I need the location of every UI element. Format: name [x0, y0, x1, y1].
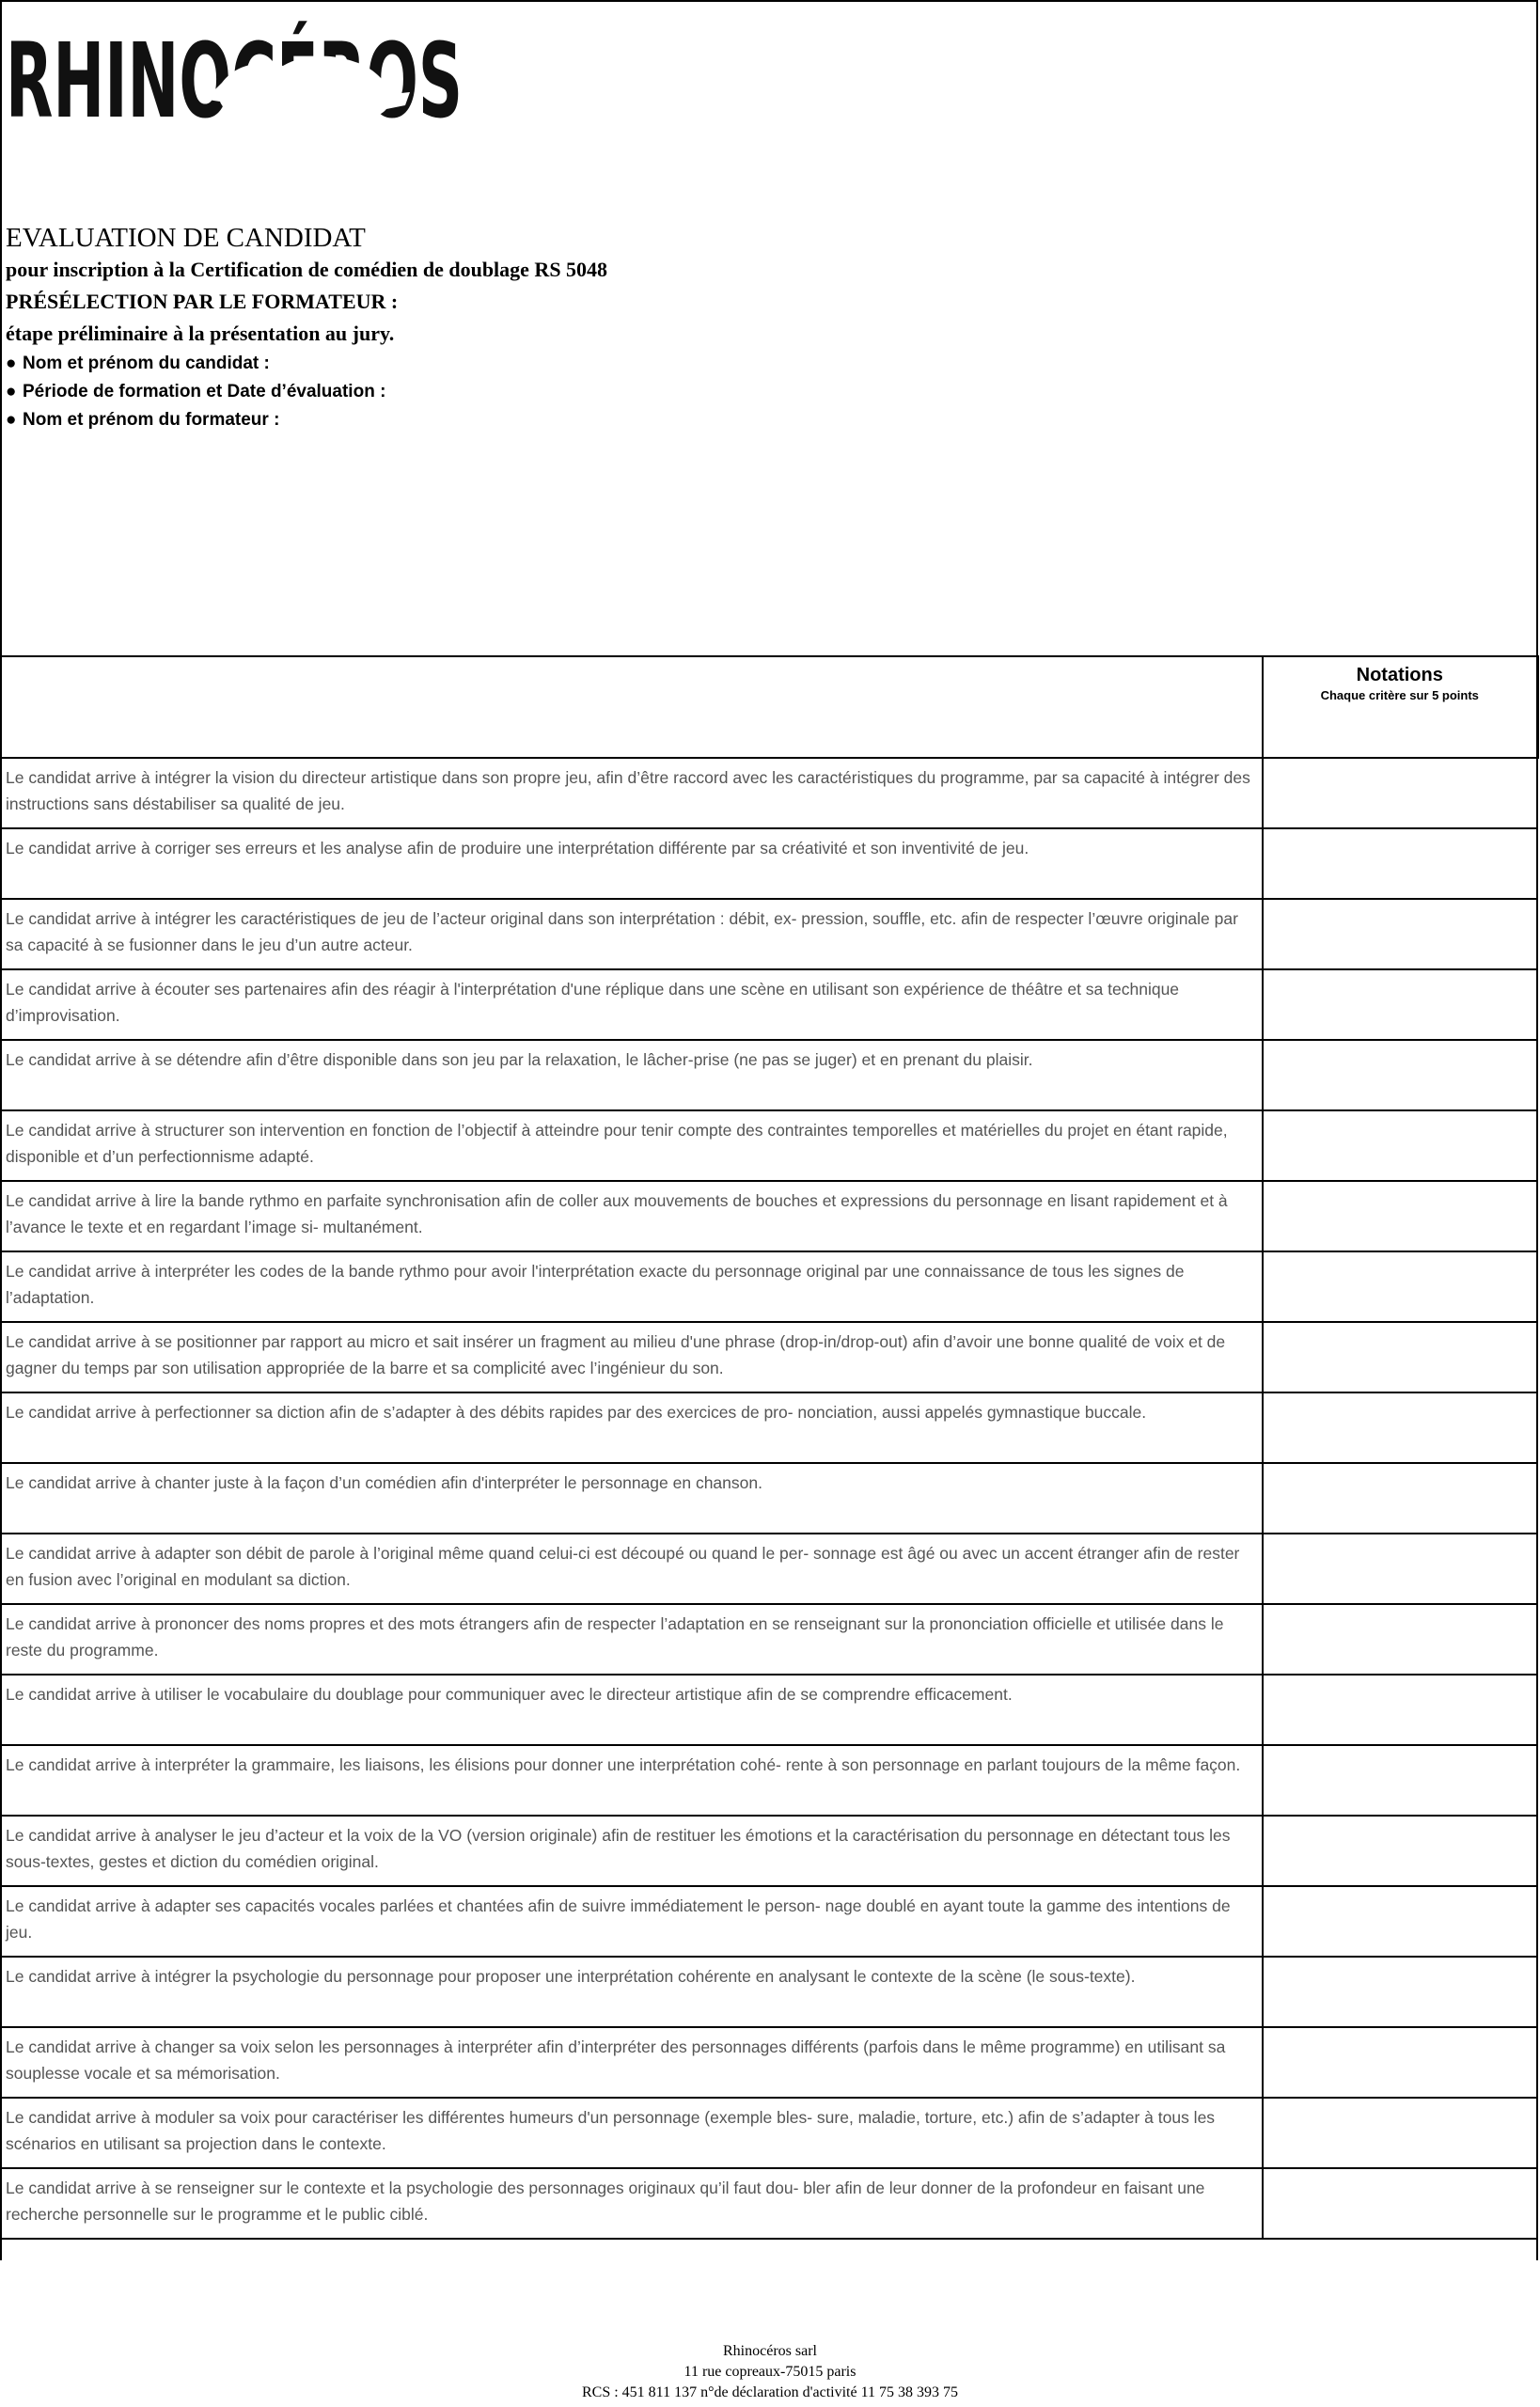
bullet-icon: ●	[6, 410, 17, 430]
criterion-cell	[1, 899, 1263, 969]
criterion-text: Le candidat arrive à analyser le jeu d’acteur et la voix de la VO (version originale) afin de restituer les émotions et la caractérisation du personnage en détectant tous les sous-textes, gestes et diction du comédien original.	[6, 1826, 1231, 1871]
criterion-cell	[1, 1110, 1263, 1181]
field-training-period	[6, 378, 946, 406]
footer-company: Rhinocéros sarl	[723, 2343, 817, 2359]
bullet-icon: ●	[6, 354, 17, 373]
table-row	[1, 1322, 1537, 1392]
field-candidate-name	[6, 350, 946, 378]
criterion-text: Le candidat arrive à lire la bande rythmo en parfaite synchronisation afin de coller aux mouvements de bouches et expressions du personnage en lisant rapidement et à l’avance le texte et en regardant l’image si- multanément.	[6, 1191, 1228, 1236]
criterion-text: Le candidat arrive à prononcer des noms propres et des mots étrangers afin de respecter l’adaptation en se renseignant sur la prononciation officielle et utilisée dans le reste du programme.	[6, 1614, 1224, 1660]
table-row	[1, 1110, 1537, 1181]
score-cell[interactable]	[1263, 1322, 1537, 1392]
table-row	[1, 1463, 1537, 1534]
subtitle-preliminary: étape préliminaire à la présentation au jury.	[6, 322, 395, 345]
score-cell[interactable]	[1263, 2027, 1537, 2098]
notations-header-cell	[1263, 656, 1537, 758]
notations-subtitle: Chaque critère sur 5 points	[1320, 688, 1479, 702]
criterion-text: Le candidat arrive à interpréter la grammaire, les liaisons, les élisions pour donner une interprétation cohé- rente à son personnage en parlant toujours de la même façon.	[6, 1755, 1241, 1774]
criterion-cell	[1, 1745, 1263, 1816]
criterion-cell	[1, 1251, 1263, 1322]
criterion-cell	[1, 1392, 1263, 1463]
score-cell[interactable]	[1263, 1181, 1537, 1251]
table-row	[1, 2027, 1537, 2098]
criterion-cell	[1, 758, 1263, 828]
table-row	[1, 1886, 1537, 1957]
field-trainer-name	[6, 406, 946, 434]
score-cell[interactable]	[1263, 899, 1537, 969]
criterion-text: Le candidat arrive à se détendre afin d’être disponible dans son jeu par la relaxation, le lâcher-prise (ne pas se juger) et en prenant du plaisir.	[6, 1050, 1033, 1069]
criterion-cell	[1, 2168, 1263, 2239]
score-cell[interactable]	[1263, 1604, 1537, 1675]
criterion-cell	[1, 2027, 1263, 2098]
criterion-cell	[1, 2098, 1263, 2168]
table-row	[1, 1181, 1537, 1251]
criterion-text: Le candidat arrive à chanter juste à la façon d’un comédien afin d'interpréter le personnage en chanson.	[6, 1473, 762, 1492]
score-cell[interactable]	[1263, 1251, 1537, 1322]
table-row	[1, 969, 1537, 1040]
table-row	[1, 828, 1537, 899]
criterion-cell	[1, 1463, 1263, 1534]
criterion-text: Le candidat arrive à structurer son intervention en fonction de l’objectif à atteindre pour tenir compte des contraintes temporelles et matérielles du projet en étant rapide, disponible et d’un perfectionnisme adapté.	[6, 1121, 1228, 1166]
page-title: EVALUATION DE CANDIDAT	[6, 223, 366, 253]
field-label: Période de formation et Date d’évaluation :	[23, 382, 386, 401]
criterion-cell	[1, 1675, 1263, 1745]
score-cell[interactable]	[1263, 1957, 1537, 2027]
criterion-cell	[1, 828, 1263, 899]
field-label: Nom et prénom du candidat :	[23, 354, 270, 373]
criterion-text: Le candidat arrive à utiliser le vocabulaire du doublage pour communiquer avec le directeur artistique afin de se comprendre efficacement.	[6, 1685, 1013, 1704]
table-row	[1, 1392, 1537, 1463]
score-cell[interactable]	[1263, 2098, 1537, 2168]
score-cell[interactable]	[1263, 1745, 1537, 1816]
score-cell[interactable]	[1263, 1675, 1537, 1745]
criterion-cell	[1, 1534, 1263, 1604]
criterion-text: Le candidat arrive à moduler sa voix pour caractériser les différentes humeurs d'un personnage (exemple bles- sure, maladie, torture, etc.) afin de s’adapter à tous les scénarios en utilisant sa projection dans le contexte.	[6, 2108, 1216, 2153]
table-row	[1, 1675, 1537, 1745]
bullet-icon: ●	[6, 382, 17, 401]
table-row	[1, 758, 1537, 828]
score-cell[interactable]	[1263, 828, 1537, 899]
subtitle-certification: pour inscription à la Certification de comédien de doublage RS 5048	[6, 258, 608, 281]
criterion-cell	[1, 1886, 1263, 1957]
table-row	[1, 1604, 1537, 1675]
criterion-text: Le candidat arrive à se positionner par rapport au micro et sait insérer un fragment au milieu d'une phrase (drop-in/drop-out) afin d’avoir une bonne qualité de voix et de gagner du temps par son utilisation appropriée de la barre et sa complicité avec l’ingénieur du son.	[6, 1332, 1226, 1377]
criterion-text: Le candidat arrive à écouter ses partenaires afin des réagir à l'interprétation d'une réplique dans une scène en utilisant son expérience de théâtre et sa technique d’improvisation.	[6, 980, 1180, 1025]
field-label: Nom et prénom du formateur :	[23, 410, 280, 430]
svg-text:RHINOCÉROS: RHINOCÉROS	[6, 21, 774, 141]
table-row	[1, 1816, 1537, 1886]
table-row	[1, 899, 1537, 969]
rhinoceros-logo	[6, 21, 774, 141]
criterion-text: Le candidat arrive à changer sa voix selon les personnages à interpréter afin d’interpréter des personnages différents (parfois dans le même programme) en utilisant sa souplesse vocale et sa mémorisation.	[6, 2037, 1226, 2083]
score-cell[interactable]	[1263, 1816, 1537, 1886]
criterion-text: Le candidat arrive à interpréter les codes de la bande rythmo pour avoir l'interprétation exacte du personnage original par une connaissance de tous les signes de l’adaptation.	[6, 1262, 1185, 1307]
score-cell[interactable]	[1263, 1110, 1537, 1181]
criterion-text: Le candidat arrive à perfectionner sa diction afin de s’adapter à des débits rapides par des exercices de pro- nonciation, aussi appelés gymnastique buccale.	[6, 1403, 1147, 1422]
notations-title: Notations	[1356, 665, 1443, 685]
table-row	[1, 2098, 1537, 2168]
criterion-cell	[1, 1957, 1263, 2027]
subtitle-preselection: PRÉSÉLECTION PAR LE FORMATEUR :	[6, 290, 399, 313]
score-cell[interactable]	[1263, 1463, 1537, 1534]
score-cell[interactable]	[1263, 758, 1537, 828]
criterion-text: Le candidat arrive à intégrer les caractéristiques de jeu de l’acteur original dans son interprétation : débit, ex- pression, souffle, etc. afin de respecter l’œuvre originale par sa capacité à se fusionner dans le jeu d’un autre acteur.	[6, 909, 1238, 954]
score-cell[interactable]	[1263, 1534, 1537, 1604]
criterion-cell	[1, 969, 1263, 1040]
score-cell[interactable]	[1263, 1040, 1537, 1110]
table-row	[1, 1957, 1537, 2027]
header-block	[6, 222, 946, 434]
criterion-cell	[1, 1816, 1263, 1886]
criterion-text: Le candidat arrive à intégrer la vision du directeur artistique dans son propre jeu, afin d’être raccord avec les caractéristiques du programme, par sa capacité à intégrer des instructions sans déstabiliser sa qualité de jeu.	[6, 768, 1250, 813]
score-cell[interactable]	[1263, 2168, 1537, 2239]
evaluation-table	[0, 655, 1539, 2240]
table-header-row	[1, 656, 1537, 758]
score-cell[interactable]	[1263, 1392, 1537, 1463]
table-row	[1, 2168, 1537, 2239]
criteria-header-cell	[1, 656, 1263, 758]
table-row	[1, 1040, 1537, 1110]
criterion-cell	[1, 1604, 1263, 1675]
criterion-text: Le candidat arrive à corriger ses erreurs et les analyse afin de produire une interprétation différente par sa créativité et son inventivité de jeu.	[6, 839, 1029, 857]
criterion-text: Le candidat arrive à intégrer la psychologie du personnage pour proposer une interprétation cohérente en analysant le contexte de la scène (le sous-texte).	[6, 1967, 1136, 1986]
criterion-cell	[1, 1322, 1263, 1392]
criterion-cell	[1, 1040, 1263, 1110]
table-row	[1, 1534, 1537, 1604]
table-row	[1, 1251, 1537, 1322]
score-cell[interactable]	[1263, 1886, 1537, 1957]
criterion-text: Le candidat arrive à se renseigner sur le contexte et la psychologie des personnages originaux qu’il faut dou- bler afin de leur donner de la profondeur en faisant une recherche personnelle sur le programme et le public ciblé.	[6, 2179, 1205, 2224]
criterion-cell	[1, 1181, 1263, 1251]
score-cell[interactable]	[1263, 969, 1537, 1040]
table-row	[1, 1745, 1537, 1816]
criterion-text: Le candidat arrive à adapter ses capacités vocales parlées et chantées afin de suivre immédiatement le person- nage doublé en ayant toute la gamme des intentions de jeu.	[6, 1896, 1231, 1942]
footer-registration: RCS : 451 811 137 n°de déclaration d'activité 11 75 38 393 75	[581, 2384, 959, 2400]
footer-address: 11 rue copreaux-75015 paris	[684, 2364, 856, 2380]
criterion-text: Le candidat arrive à adapter son débit de parole à l’original même quand celui-ci est découpé ou quand le per- sonnage est âgé ou avec un accent étranger afin de rester en fusion avec l’original en modulant sa diction.	[6, 1544, 1240, 1589]
page-footer	[0, 2341, 1540, 2403]
